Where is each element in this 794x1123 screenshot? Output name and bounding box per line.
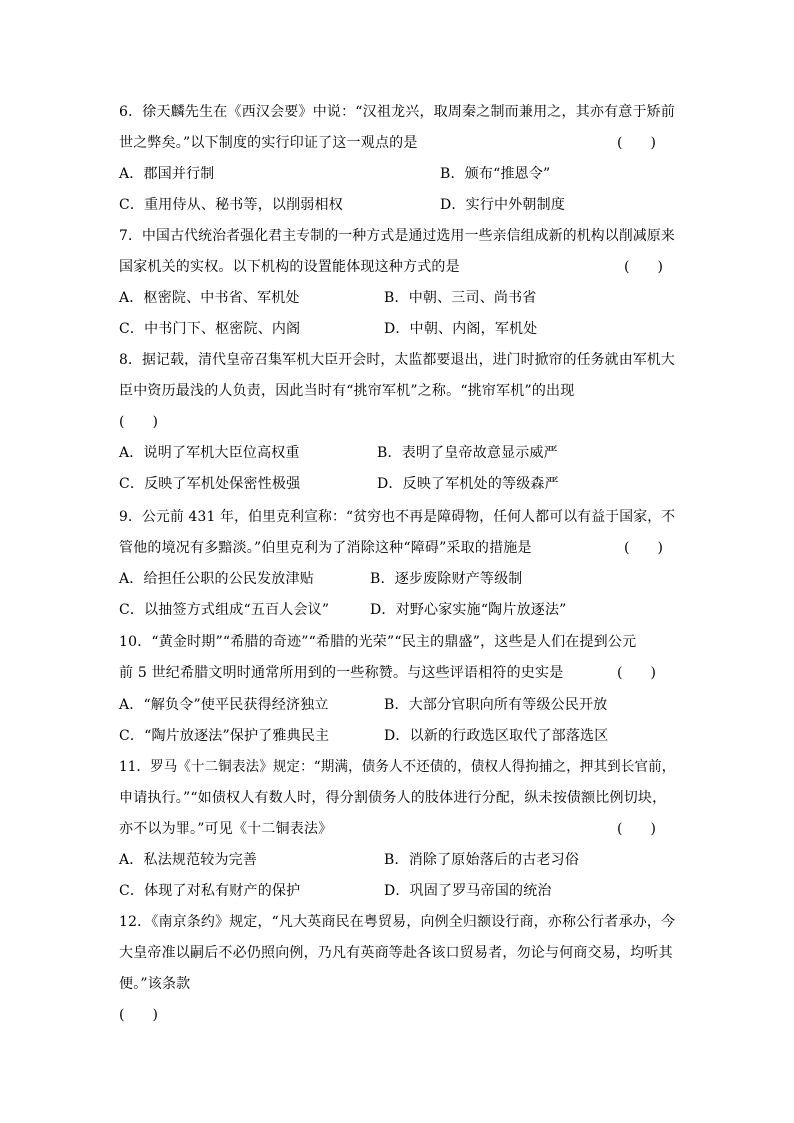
q9-answer-bracket: ( ) bbox=[624, 540, 663, 556]
q12-stem-line3: 便。”该条款 bbox=[119, 976, 191, 992]
q6-answer-bracket: ( ) bbox=[617, 135, 656, 151]
q6-option-c: C．重用侍从、秘书等，以削弱相权 bbox=[119, 197, 343, 213]
q11-option-b: B．消除了原始落后的古老习俗 bbox=[384, 852, 580, 868]
q7-stem-line2: 国家机关的实权。以下机构的设置能体现这种方式的是 bbox=[119, 259, 460, 275]
q8-stem-line2: 臣中资历最浅的人负责，因此当时有“挑帘军机”之称。“挑帘军机”的出现 bbox=[119, 383, 575, 399]
q10-stem-line2: 前 5 世纪希腊文明时通常所用到的一些称赞。与这些评语相符的史实是 bbox=[119, 665, 564, 681]
q6-stem-line1: 6．徐天麟先生在《西汉会要》中说：“汉祖龙兴，取周秦之制而兼用之，其亦有意于矫前 bbox=[119, 104, 676, 120]
q8-stem-line1: 8．据记载，清代皇帝召集军机大臣开会时，太监都要退出，进门时掀帘的任务就由军机大 bbox=[119, 352, 675, 368]
q11-answer-bracket: ( ) bbox=[617, 821, 656, 837]
q9-stem-line2: 管他的境况有多黯淡。”伯里克利为了消除这种“障碍”采取的措施是 bbox=[119, 540, 532, 556]
q7-option-a: A．枢密院、中书省、军机处 bbox=[119, 290, 300, 306]
q11-stem-line1: 11．罗马《十二铜表法》规定：“期满，债务人不还债的，债权人得拘捕之，押其到长官前， bbox=[119, 759, 676, 775]
q8-option-b: B．表明了皇帝故意显示威严 bbox=[377, 445, 558, 461]
q9-option-d: D．对野心家实施“陶片放逐法” bbox=[370, 602, 567, 618]
q11-option-a: A．私法规范较为完善 bbox=[119, 852, 258, 868]
q11-stem-line2: 申请执行。”“如债权人有数人时，得分割债务人的肢体进行分配，纵未按债额比例切块， bbox=[119, 790, 667, 806]
q9-option-c: C．以抽签方式组成“五百人会议” bbox=[119, 602, 330, 618]
q8-option-d: D．反映了军机处的等级森严 bbox=[377, 476, 559, 492]
q10-stem-line1: 10．“黄金时期”“希腊的奇迹”“希腊的光荣”“民主的鼎盛”，这些是人们在提到公元 bbox=[119, 634, 637, 650]
q12-stem-line1: 12．《南京条约》规定，“凡大英商民在粤贸易，向例全归额设行商，亦称公行者承办，今 bbox=[119, 914, 676, 930]
q10-option-a: A．“解负令”使平民获得经济独立 bbox=[119, 697, 329, 713]
q10-option-d: D．以新的行政选区取代了部落选区 bbox=[384, 728, 609, 744]
q8-option-a: A．说明了军机大臣位高权重 bbox=[119, 445, 300, 461]
q9-stem-line1: 9．公元前 431 年，伯里克利宣称：“贫穷也不再是障碍物，任何人都可以有益于国家，不 bbox=[119, 509, 676, 525]
q12-answer-bracket: ( ) bbox=[119, 1007, 158, 1023]
q9-option-b: B．逐步废除财产等级制 bbox=[370, 571, 523, 587]
q7-answer-bracket: ( ) bbox=[624, 259, 663, 275]
q6-option-a: A．郡国并行制 bbox=[119, 166, 215, 182]
q7-stem-line1: 7．中国古代统治者强化君主专制的一种方式是通过选用一些亲信组成新的机构以削减原来 bbox=[119, 228, 675, 244]
q10-answer-bracket: ( ) bbox=[617, 665, 656, 681]
q10-option-c: C．“陶片放逐法”保护了雅典民主 bbox=[119, 728, 330, 744]
q12-stem-line2: 大皇帝准以嗣后不必仍照向例，乃凡有英商等赴各该口贸易者，勿论与何商交易，均听其 bbox=[119, 945, 673, 961]
q8-option-c: C．反映了军机处保密性极强 bbox=[119, 476, 301, 492]
q6-option-b: B．颁布“推恩令” bbox=[440, 166, 551, 182]
q6-stem-line2: 世之弊矣。”以下制度的实行印证了这一观点的是 bbox=[119, 135, 418, 151]
q8-answer-bracket: ( ) bbox=[119, 414, 158, 430]
q11-option-d: D．巩固了罗马帝国的统治 bbox=[384, 883, 552, 899]
q7-option-c: C．中书门下、枢密院、内阁 bbox=[119, 321, 301, 337]
q6-option-d: D．实行中外朝制度 bbox=[440, 197, 566, 213]
q10-option-b: B．大部分官职向所有等级公民开放 bbox=[384, 697, 608, 713]
q9-option-a: A．给担任公职的公民发放津贴 bbox=[119, 571, 314, 587]
q11-option-c: C．体现了对私有财产的保护 bbox=[119, 883, 301, 899]
q11-stem-line3: 亦不以为罪。”可见《十二铜表法》 bbox=[119, 821, 333, 837]
q7-option-b: B．中朝、三司、尚书省 bbox=[384, 290, 537, 306]
q7-option-d: D．中朝、内阁，军机处 bbox=[384, 321, 538, 337]
